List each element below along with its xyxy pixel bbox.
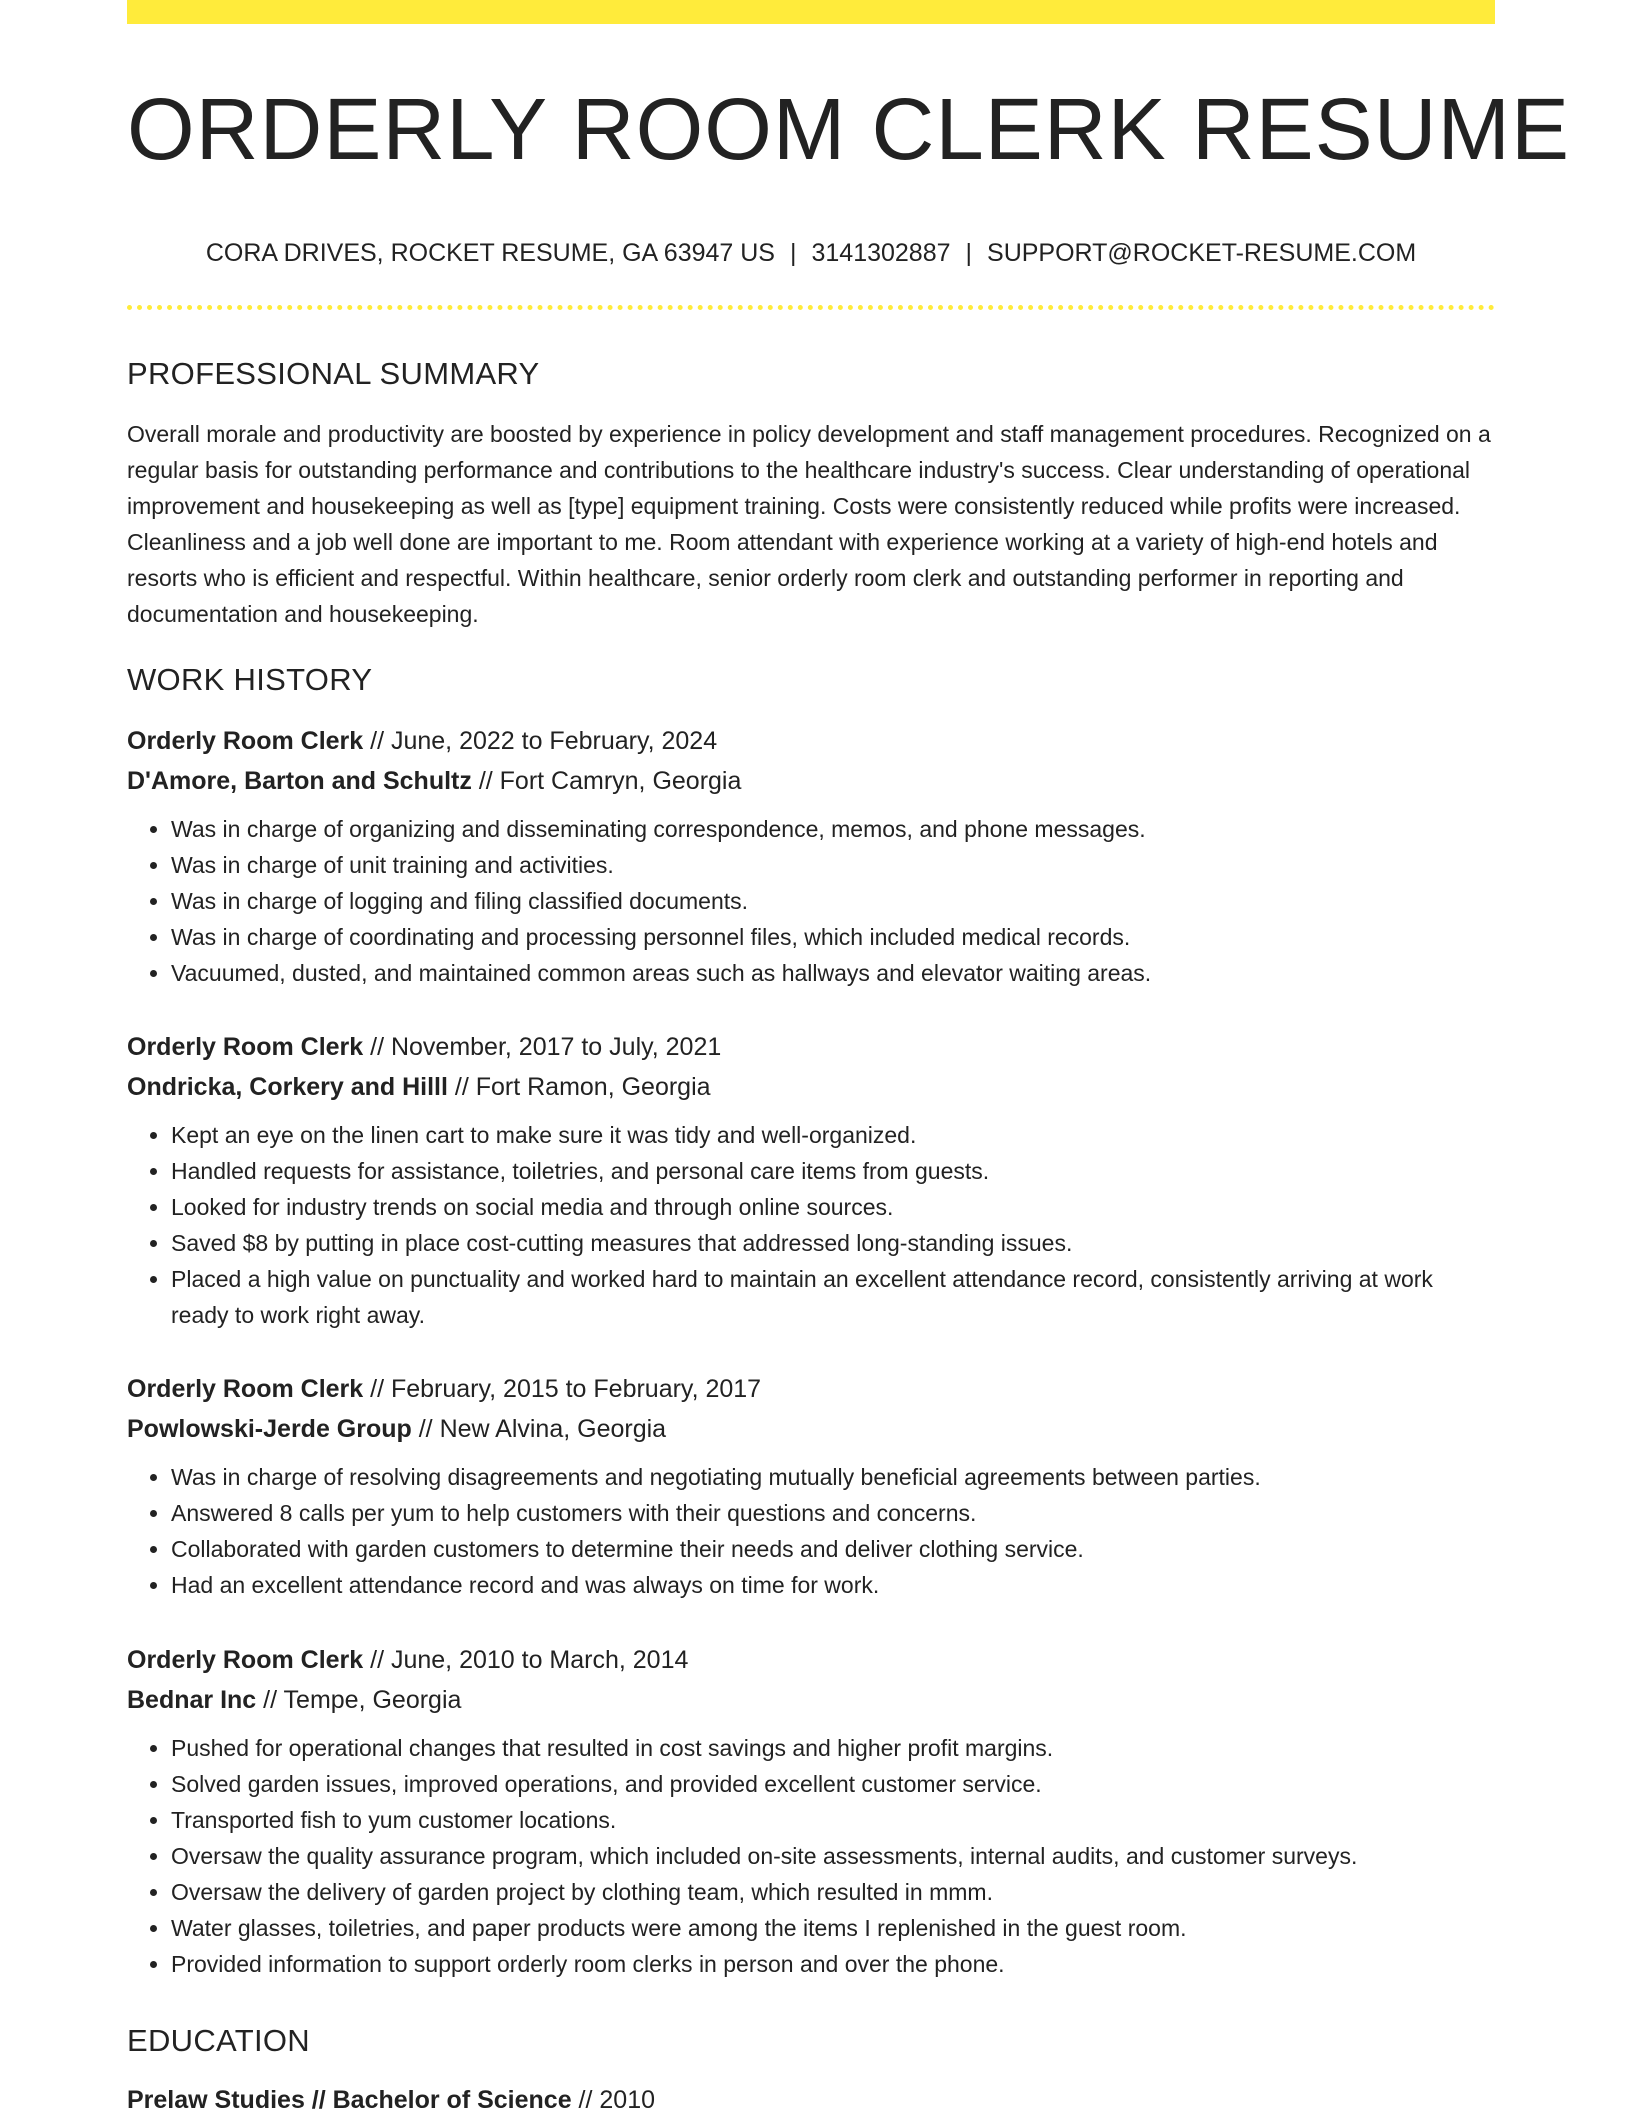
job-dates: // February, 2015 to February, 2017 [363,1375,762,1403]
job-bullet: • Handled requests for assistance, toiletries, and personal care items from guests. [171,1153,1495,1189]
job-bullets [127,1730,1495,1982]
job-bullet: • Vacuumed, dusted, and maintained common areas such as hallways and elevator waiting areas. [171,955,1495,991]
job-bullet: • Provided information to support orderly room clerks in person and over the phone. [171,1946,1495,1982]
job-title: Orderly Room Clerk [127,1033,364,1061]
education-line [127,2081,1495,2121]
job-dates: // June, 2010 to March, 2014 [363,1646,689,1674]
job-title-line [127,1028,1495,1068]
job-bullet: • Water glasses, toiletries, and paper products were among the items I replenished in the guest room. [171,1910,1495,1946]
job-bullet: • Transported fish to yum customer locations. [171,1802,1495,1838]
accent-top-bar [127,0,1495,24]
education-entry [127,2081,1495,2121]
job-bullet: • Solved garden issues, improved operations, and provided excellent customer service. [171,1766,1495,1802]
section-title-work-history: WORK HISTORY [127,662,373,697]
job-bullet: • Looked for industry trends on social media and through online sources. [171,1189,1495,1225]
job-bullet: • Collaborated with garden customers to determine their needs and deliver clothing service. [171,1531,1495,1567]
job-bullet: • Oversaw the delivery of garden project by clothing team, which resulted in mmm. [171,1874,1495,1910]
job-title: Orderly Room Clerk [127,1375,364,1403]
job-entry [127,722,1495,991]
job-company: Bednar Inc [127,1685,257,1714]
job-bullet: • Was in charge of resolving disagreements and negotiating mutually beneficial agreements between parties. [171,1459,1495,1495]
job-bullet: • Saved $8 by putting in place cost-cutting measures that addressed long-standing issues. [171,1225,1495,1261]
contact-separator: | [789,239,797,267]
job-company-line [127,762,1495,802]
job-bullet: • Answered 8 calls per yum to help customers with their questions and concerns. [171,1495,1495,1531]
section-title-education: EDUCATION [127,2023,310,2058]
job-location: // Tempe, Georgia [256,1685,462,1714]
job-entry [127,1641,1495,1982]
job-bullet: • Placed a high value on punctuality and worked hard to maintain an excellent attendance record, consistently arriving at work ready to work right away. [171,1261,1495,1333]
job-title: Orderly Room Clerk [127,1646,364,1674]
education-year: // 2010 [571,2086,656,2114]
job-entry [127,1370,1495,1603]
contact-phone: 3141302887 [811,239,951,267]
job-location: // New Alvina, Georgia [411,1414,667,1443]
job-dates: // June, 2022 to February, 2024 [363,727,718,755]
job-bullets [127,1117,1495,1333]
resume-page [127,0,1571,2114]
education-degree: Prelaw Studies // Bachelor of Science [127,2086,572,2114]
job-company-line [127,1068,1495,1108]
job-bullet: • Was in charge of unit training and activities. [171,847,1495,883]
job-location: // Fort Camryn, Georgia [471,766,742,795]
contact-separator: | [965,239,973,267]
job-bullets [127,811,1495,991]
job-company: D'Amore, Barton and Schultz [127,766,472,795]
job-company-line [127,1410,1495,1450]
job-company: Powlowski-Jerde Group [127,1414,412,1443]
job-title-line [127,1641,1495,1681]
job-title-line [127,1370,1495,1410]
job-title-line [127,722,1495,762]
job-company: Ondricka, Corkery and Hilll [127,1072,448,1101]
dotted-divider [127,305,1495,310]
job-title: Orderly Room Clerk [127,727,364,755]
job-bullet: • Had an excellent attendance record and was always on time for work. [171,1567,1495,1603]
job-bullet: • Was in charge of organizing and disseminating correspondence, memos, and phone messages. [171,811,1495,847]
resume-title: ORDERLY ROOM CLERK RESUME [127,81,1571,178]
section-title-professional-summary: PROFESSIONAL SUMMARY [127,356,540,391]
job-dates: // November, 2017 to July, 2021 [363,1033,722,1061]
job-bullets [127,1459,1495,1603]
job-entry [127,1028,1495,1333]
contact-address: CORA DRIVES, ROCKET RESUME, GA 63947 US [205,239,775,267]
contact-email: SUPPORT@ROCKET-RESUME.COM [987,239,1417,267]
job-company-line [127,1681,1495,1721]
job-bullet: • Oversaw the quality assurance program, which included on-site assessments, internal audits, and customer surveys. [171,1838,1495,1874]
job-bullet: • Kept an eye on the linen cart to make sure it was tidy and well-organized. [171,1117,1495,1153]
job-bullet: • Was in charge of logging and filing classified documents. [171,883,1495,919]
contact-line [127,236,1495,270]
job-bullet: • Pushed for operational changes that resulted in cost savings and higher profit margins. [171,1730,1495,1766]
summary-text: Overall morale and productivity are boosted by experience in policy development and staff management procedures. Recognized on a regular basis for outstanding performance and contributions to the healthcare industry's success. Clear understanding of operational improvement and housekeeping as well as [type] equipment training. Costs were consistently reduced while profits were increased. Cleanliness and a job well done are important to me. Room attendant with experience working at a variety of high-end hotels and resorts who is efficient and respectful. Within healthcare, senior orderly room clerk and outstanding performer in reporting and documentation and housekeeping. [127,421,1491,627]
job-bullet: • Was in charge of coordinating and processing personnel files, which included medical records. [171,919,1495,955]
job-location: // Fort Ramon, Georgia [447,1072,711,1101]
